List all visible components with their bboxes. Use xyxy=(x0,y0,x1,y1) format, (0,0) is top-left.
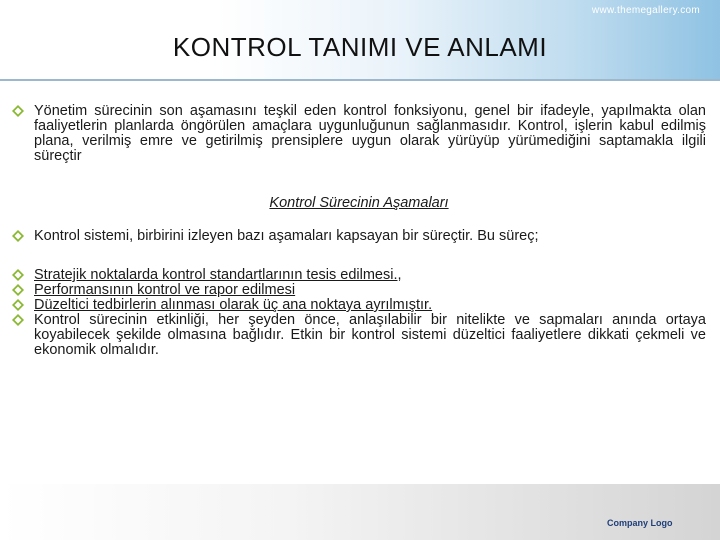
list-item xyxy=(12,283,706,298)
list-item xyxy=(12,298,706,313)
list-item xyxy=(12,313,706,358)
diamond-bullet-icon xyxy=(12,314,24,326)
slide-title: KONTROL TANIMI VE ANLAMI xyxy=(172,32,548,62)
diamond-bullet-icon xyxy=(12,299,24,311)
footer-bar xyxy=(0,484,720,540)
bullet-paragraph-1 xyxy=(12,104,706,164)
diamond-bullet-icon xyxy=(12,284,24,296)
paragraph-text: Yönetim sürecinin son aşamasını teşkil eden kontrol fonksiyonu, genel bir ifadeyle, yapılmakta olan faaliyetlerin planlarda öngörülen amaçlara uygunluğunun sağlanmasıdır. Kontrol, işlerin kabul edilmiş plana, verilmiş emre ve getirilmiş prensiplere uygun olarak yürüyüp yürümediğini saptamakla ilgili süreçtir xyxy=(34,103,706,164)
diamond-bullet-icon xyxy=(12,230,24,242)
list-item-text: Kontrol sürecinin etkinliği, her şeyden önce, anlaşılabilir bir nitelikte ve sapmaları anında ortaya koyabilecek şekilde olmasına bağlıdır. Etkin bir kontrol sistemi düzeltici faaliyetlere dikkati çekmeli ve ekonomik olmalıdır. xyxy=(34,312,706,358)
bullet-paragraph-2 xyxy=(12,229,706,244)
paragraph-text: Kontrol sistemi, birbirini izleyen bazı aşamaları kapsayan bir süreçtir. Bu süreç; xyxy=(34,228,539,244)
diamond-bullet-icon xyxy=(12,269,24,281)
list-item xyxy=(12,268,706,283)
diamond-bullet-icon xyxy=(12,105,24,117)
slide-content xyxy=(12,104,706,358)
section-subtitle: Kontrol Sürecinin Aşamaları xyxy=(269,195,449,211)
company-logo-text: Company Logo xyxy=(607,518,673,528)
website-url: www.themegallery.com xyxy=(591,5,700,16)
list-item-text: Düzeltici tedbirlerin alınması olarak üç ana noktaya ayrılmıştır. xyxy=(34,297,433,313)
stages-list xyxy=(12,268,706,358)
header-divider xyxy=(0,79,720,81)
list-item-text: Stratejik noktalarda kontrol standartlarının tesis edilmesi., xyxy=(34,267,402,283)
list-item-text: Performansının kontrol ve rapor edilmesi xyxy=(34,282,296,298)
